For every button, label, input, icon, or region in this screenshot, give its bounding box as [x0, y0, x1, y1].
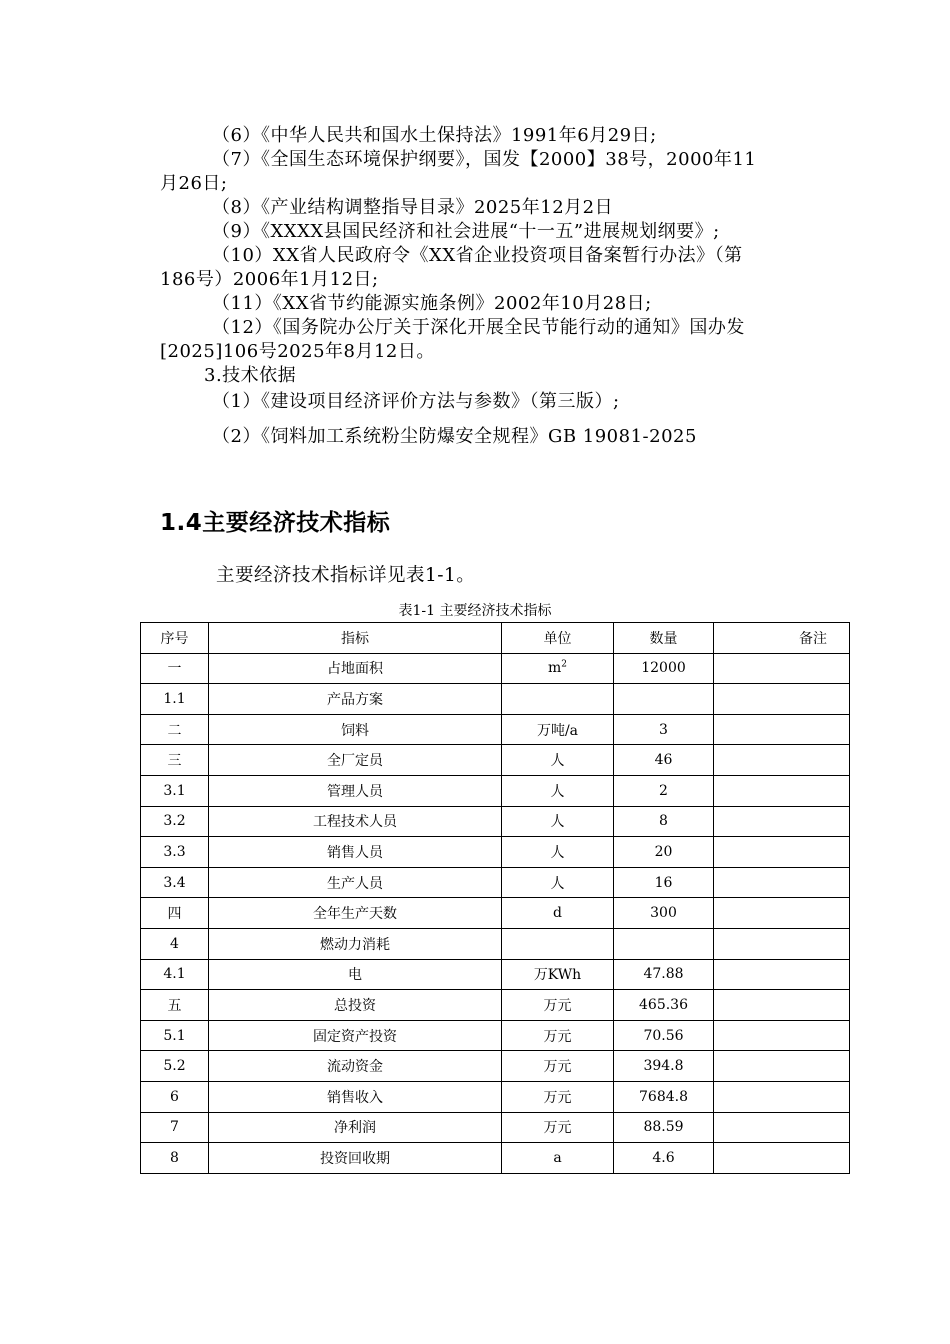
row-unit-cell: 人 — [502, 775, 614, 806]
row-indicator-cell: 销售收入 — [209, 1081, 502, 1112]
row-indicator-cell: 占地面积 — [209, 653, 502, 684]
table-row — [141, 1051, 850, 1082]
row-note-cell — [714, 990, 850, 1021]
row-quantity-cell: 4.6 — [614, 1143, 714, 1174]
row-quantity-cell: 465.36 — [614, 990, 714, 1021]
row-no-cell: 4 — [141, 928, 209, 959]
row-indicator-cell: 生产人员 — [209, 867, 502, 898]
reference-item-continuation: 186号）2006年1月12日; — [160, 269, 379, 290]
row-unit-cell: 万吨/a — [502, 714, 614, 745]
reference-item: （8）《产业结构调整指导目录》2025年12月2日 — [212, 197, 614, 218]
row-note-cell — [714, 684, 850, 715]
tech-basis-item: （1）《建设项目经济评价方法与参数》（第三版）; — [212, 391, 620, 412]
row-quantity-cell: 12000 — [614, 653, 714, 684]
economic-indicators-table — [140, 622, 850, 1174]
row-unit-cell: 人 — [502, 806, 614, 837]
row-quantity-cell: 2 — [614, 775, 714, 806]
table-row — [141, 898, 850, 929]
section-title: 1.4主要经济技术指标 — [160, 510, 391, 536]
row-indicator-cell: 投资回收期 — [209, 1143, 502, 1174]
row-indicator-cell: 燃动力消耗 — [209, 928, 502, 959]
row-quantity-cell: 20 — [614, 837, 714, 868]
header-unit: 单位 — [502, 623, 614, 654]
row-no-cell: 3.4 — [141, 867, 209, 898]
table-caption: 表1-1 主要经济技术指标 — [398, 603, 552, 619]
row-unit-cell: 万元 — [502, 1112, 614, 1143]
row-quantity-cell: 300 — [614, 898, 714, 929]
row-note-cell — [714, 867, 850, 898]
table-row — [141, 1112, 850, 1143]
table-row — [141, 837, 850, 868]
table-row — [141, 775, 850, 806]
header-note: 备注 — [714, 623, 850, 654]
row-no-cell: 五 — [141, 990, 209, 1021]
row-note-cell — [714, 1081, 850, 1112]
row-indicator-cell: 全厂定员 — [209, 745, 502, 776]
row-unit-cell: 人 — [502, 745, 614, 776]
row-indicator-cell: 流动资金 — [209, 1051, 502, 1082]
table-row — [141, 1081, 850, 1112]
row-unit-cell: d — [502, 898, 614, 929]
row-quantity-cell — [614, 928, 714, 959]
reference-item: （12）《国务院办公厅关于深化开展全民节能行动的通知》国办发 — [212, 317, 745, 338]
reference-item: （9）《XXXX县国民经济和社会进展“十一五”进展规划纲要》; — [212, 221, 720, 242]
table-row — [141, 653, 850, 684]
row-quantity-cell: 46 — [614, 745, 714, 776]
section-paragraph: 主要经济技术指标详见表1-1。 — [216, 565, 476, 586]
row-no-cell: 8 — [141, 1143, 209, 1174]
row-quantity-cell: 8 — [614, 806, 714, 837]
row-no-cell: 3.2 — [141, 806, 209, 837]
table-row — [141, 714, 850, 745]
row-indicator-cell: 全年生产天数 — [209, 898, 502, 929]
row-indicator-cell: 净利润 — [209, 1112, 502, 1143]
row-unit-cell: 万元 — [502, 1020, 614, 1051]
row-indicator-cell: 工程技术人员 — [209, 806, 502, 837]
row-no-cell: 二 — [141, 714, 209, 745]
row-unit-cell: 万元 — [502, 1081, 614, 1112]
row-quantity-cell — [614, 684, 714, 715]
table-row — [141, 1020, 850, 1051]
row-indicator-cell: 饲料 — [209, 714, 502, 745]
row-note-cell — [714, 775, 850, 806]
row-note-cell — [714, 745, 850, 776]
row-indicator-cell: 固定资产投资 — [209, 1020, 502, 1051]
row-unit-cell: 万元 — [502, 1051, 614, 1082]
table-row — [141, 1143, 850, 1174]
row-unit-cell: a — [502, 1143, 614, 1174]
reference-item: （7）《全国生态环境保护纲要》，国发【2000】38号，2000年11 — [212, 149, 757, 170]
row-unit-cell: $m^2$ — [502, 653, 614, 684]
row-no-cell: 5.1 — [141, 1020, 209, 1051]
row-quantity-cell: 16 — [614, 867, 714, 898]
row-note-cell — [714, 1020, 850, 1051]
row-quantity-cell: 70.56 — [614, 1020, 714, 1051]
row-indicator-cell: 管理人员 — [209, 775, 502, 806]
row-no-cell: 1.1 — [141, 684, 209, 715]
row-no-cell: 四 — [141, 898, 209, 929]
row-note-cell — [714, 1112, 850, 1143]
row-unit-cell — [502, 684, 614, 715]
row-indicator-cell: 产品方案 — [209, 684, 502, 715]
tech-basis-heading: 3.技术依据 — [204, 365, 297, 386]
row-unit-cell: 人 — [502, 867, 614, 898]
references-list — [160, 124, 860, 449]
table-row — [141, 928, 850, 959]
row-note-cell — [714, 837, 850, 868]
row-indicator-cell: 电 — [209, 959, 502, 990]
row-quantity-cell: 394.8 — [614, 1051, 714, 1082]
table-row — [141, 959, 850, 990]
row-no-cell: 3.3 — [141, 837, 209, 868]
row-indicator-cell: 总投资 — [209, 990, 502, 1021]
row-unit-cell — [502, 928, 614, 959]
table-row — [141, 867, 850, 898]
row-quantity-cell: 88.59 — [614, 1112, 714, 1143]
reference-item: （11）《XX省节约能源实施条例》2002年10月28日; — [212, 293, 652, 314]
row-note-cell — [714, 928, 850, 959]
row-note-cell — [714, 1143, 850, 1174]
reference-item-continuation: [2025]106号2025年8月12日。 — [160, 341, 435, 362]
reference-item-continuation: 月26日; — [160, 173, 228, 194]
header-quantity: 数量 — [614, 623, 714, 654]
reference-item: （6）《中华人民共和国水土保持法》1991年6月29日; — [212, 125, 657, 146]
row-unit-cell: 万KWh — [502, 959, 614, 990]
row-no-cell: 4.1 — [141, 959, 209, 990]
row-no-cell: 7 — [141, 1112, 209, 1143]
unit-superscript: 2 — [561, 659, 567, 670]
header-no: 序号 — [141, 623, 209, 654]
row-indicator-cell: 销售人员 — [209, 837, 502, 868]
row-note-cell — [714, 653, 850, 684]
tech-basis-item: （2）《饲料加工系统粉尘防爆安全规程》GB 19081-2025 — [212, 426, 697, 447]
table-row — [141, 806, 850, 837]
row-quantity-cell: 47.88 — [614, 959, 714, 990]
row-no-cell: 6 — [141, 1081, 209, 1112]
row-no-cell: 三 — [141, 745, 209, 776]
row-no-cell: 3.1 — [141, 775, 209, 806]
row-note-cell — [714, 714, 850, 745]
row-no-cell: 一 — [141, 653, 209, 684]
table-row — [141, 990, 850, 1021]
row-unit-cell: 人 — [502, 837, 614, 868]
row-quantity-cell: 3 — [614, 714, 714, 745]
reference-item: （10）XX省人民政府令《XX省企业投资项目备案暂行办法》（第 — [212, 245, 743, 266]
row-note-cell — [714, 1051, 850, 1082]
table-row — [141, 745, 850, 776]
row-note-cell — [714, 959, 850, 990]
row-quantity-cell: 7684.8 — [614, 1081, 714, 1112]
header-indicator: 指标 — [209, 623, 502, 654]
row-unit-cell: 万元 — [502, 990, 614, 1021]
row-no-cell: 5.2 — [141, 1051, 209, 1082]
row-note-cell — [714, 898, 850, 929]
row-note-cell — [714, 806, 850, 837]
table-header-row — [141, 623, 850, 654]
table-row — [141, 684, 850, 715]
